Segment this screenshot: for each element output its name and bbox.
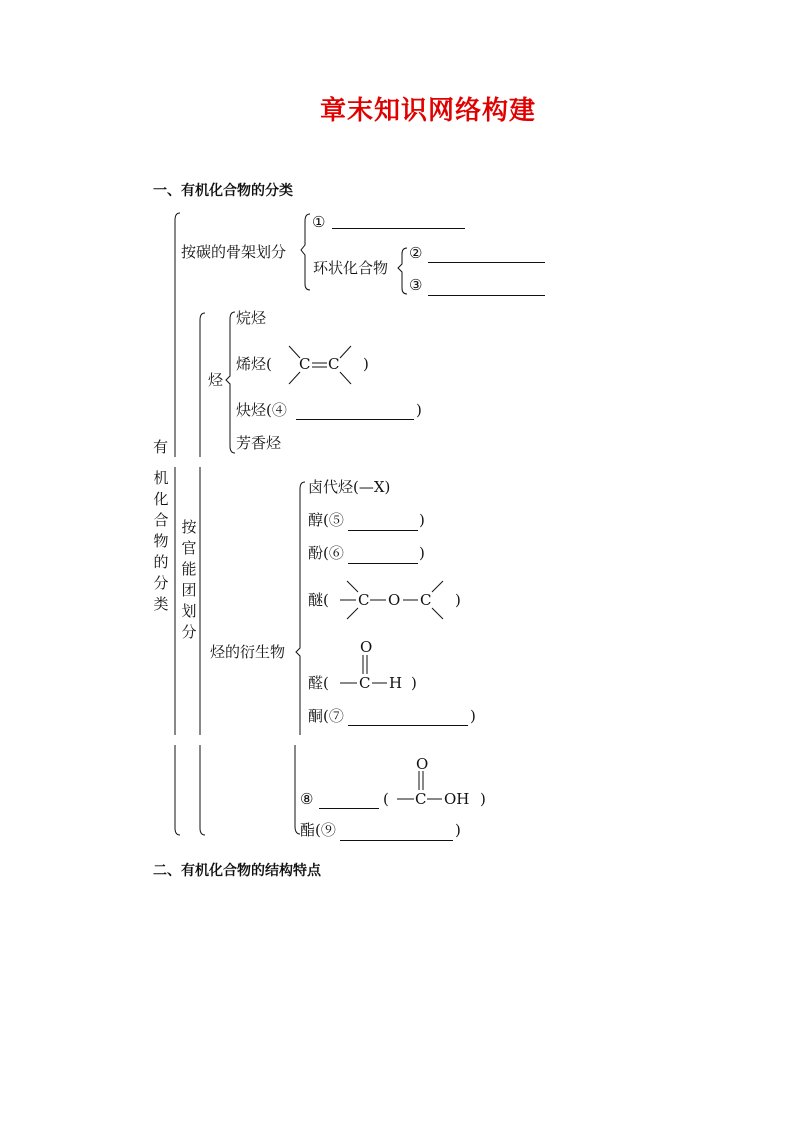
section-heading-structure: 二、有机化合物的结构特点 xyxy=(153,863,321,879)
ether-close: ) xyxy=(455,591,461,609)
by-carbon-label: 按碳的骨架划分 xyxy=(181,243,287,261)
aldehyde-c: C xyxy=(359,674,371,692)
aldehyde-h: H xyxy=(389,674,403,692)
ketone-label: 酮(⑦ xyxy=(308,707,344,725)
ring-compound-label: 环状化合物 xyxy=(313,259,389,277)
carbon-item-1: ① xyxy=(312,213,326,231)
ether-bond-lr xyxy=(432,608,443,619)
alkene-bond-ll xyxy=(289,372,300,384)
alkene-c2: C xyxy=(328,355,340,373)
acid-item-8: ⑧ xyxy=(300,790,314,808)
alkene-c1: C xyxy=(299,355,311,373)
phenol-close: ) xyxy=(419,544,425,562)
root-brace-top xyxy=(175,213,180,457)
blank-8[interactable] xyxy=(319,808,379,809)
ketone-close: ) xyxy=(470,707,476,725)
aldehyde-o: O xyxy=(360,638,373,656)
ether-bond-ur xyxy=(432,581,443,592)
acid-close: ) xyxy=(480,790,486,808)
alkene-bond-ur xyxy=(340,346,351,358)
ring-item-3: ③ xyxy=(409,276,423,294)
aldehyde-label: 醛( xyxy=(308,674,329,692)
carbon-brace xyxy=(301,214,310,290)
carboxyl-o: O xyxy=(416,755,429,773)
derivatives-brace-top xyxy=(296,482,305,735)
alkene-label: 烯烃( xyxy=(236,355,272,373)
ether-label: 醚( xyxy=(308,591,329,609)
hydrocarbon-label: 烃 xyxy=(208,371,224,389)
ring-brace xyxy=(398,248,407,294)
alkyne-close: ) xyxy=(416,401,422,419)
alkyne-label: 炔烃(④ xyxy=(236,401,287,419)
root-brace-bottom xyxy=(175,745,180,835)
alcohol-label: 醇(⑤ xyxy=(308,511,344,529)
ester-close: ) xyxy=(455,821,461,839)
alkene-close: ) xyxy=(363,355,369,373)
ether-bond-ll xyxy=(347,608,358,619)
group-brace-top xyxy=(200,313,205,457)
blank-5[interactable] xyxy=(348,530,418,531)
phenol-label: 酚(⑥ xyxy=(308,544,344,562)
root-label-first: 有 xyxy=(153,438,169,456)
hydrocarbon-brace xyxy=(226,312,235,453)
blank-3[interactable] xyxy=(428,295,545,296)
aldehyde-close: ) xyxy=(411,674,417,692)
acid-paren: ( xyxy=(383,790,389,808)
halide-label: 卤代烃(—X) xyxy=(308,478,391,496)
blank-6[interactable] xyxy=(348,563,418,564)
ether-c1: C xyxy=(358,591,370,609)
blank-1[interactable] xyxy=(332,228,465,229)
ether-c2: C xyxy=(420,591,432,609)
alkane-label: 烷烃 xyxy=(236,309,267,327)
ester-label: 酯(⑨ xyxy=(300,821,336,839)
ring-item-2: ② xyxy=(409,244,423,262)
blank-4[interactable] xyxy=(296,419,414,420)
aromatic-label: 芳香烃 xyxy=(236,434,282,452)
alkene-bond-lr xyxy=(340,372,351,384)
page-title: 章末知识网络构建 xyxy=(319,96,536,126)
group-brace-bottom xyxy=(200,745,205,835)
ether-o: O xyxy=(388,591,401,609)
derivatives-label: 烃的衍生物 xyxy=(210,643,286,661)
blank-9[interactable] xyxy=(340,840,453,841)
by-group-label-vertical: 按 官 能 团 划 分 xyxy=(181,518,197,641)
carboxyl-c: C xyxy=(415,790,427,808)
ether-bond-ul xyxy=(347,581,358,592)
blank-2[interactable] xyxy=(428,262,545,263)
blank-7[interactable] xyxy=(348,725,468,726)
alcohol-close: ) xyxy=(419,511,425,529)
section-heading-classification: 一、有机化合物的分类 xyxy=(153,183,293,199)
root-label-vertical: 机 化 合 物 的 分 类 xyxy=(153,469,169,613)
carboxyl-oh: OH xyxy=(444,790,470,808)
